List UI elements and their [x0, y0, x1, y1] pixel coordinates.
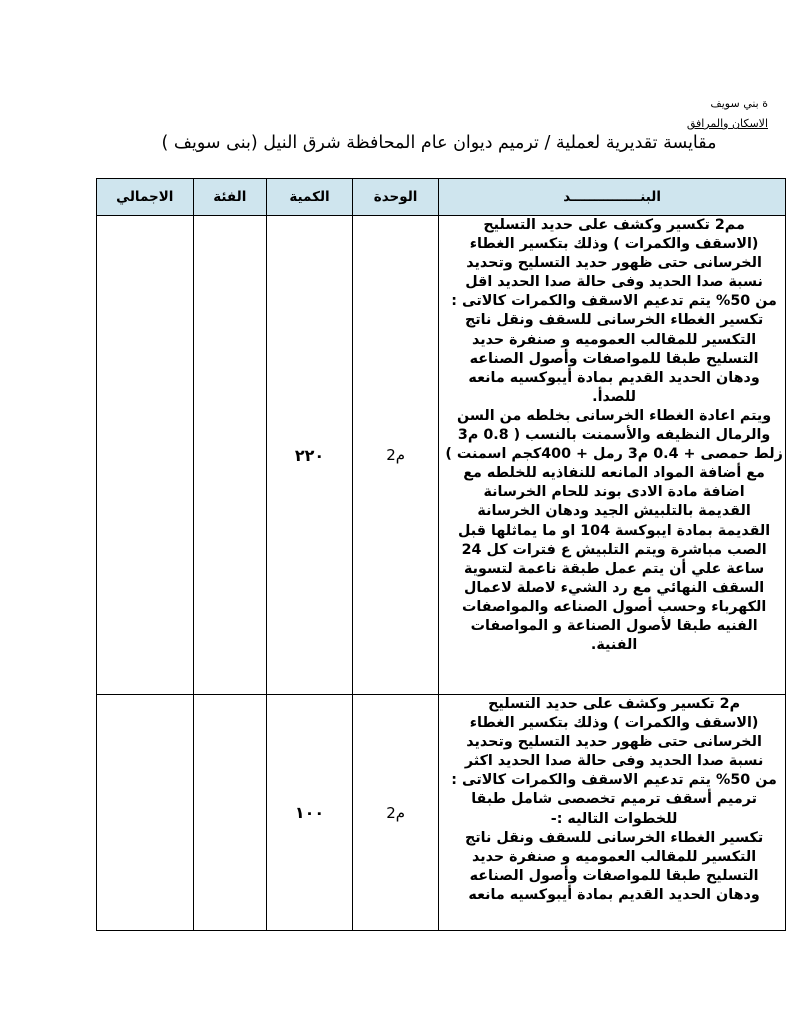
column-header-quantity: الكمية: [266, 179, 352, 216]
document-title: مقايسة تقديرية لعملية / ترميم ديوان عام المحافظة شرق النيل (بنى سويف ): [161, 133, 717, 153]
item-description-part2: ويتم اعادة الغطاء الخرسانى بخلطه من السن والرمال النظيفه والأسمنت بالنسب ( 0.8 م3 زلط حمصى + 0.4 م3 رمل + 400كجم اسمنت ) مع أضافة المواد المانعه للنفاذيه للخلطه مع اضافة مادة الادى بوند للحام الخرسانة القديمة بالتلبيش الجيد ودهان الخرسانة القديمة بمادة ايبوكسة 104 او ما يماثلها قبل الصب مباشرة ويتم التلبيش ع فترات كل 24 ساعة علي أن يتم عمل طبقة ناعمة لتسوية السقف النهائي مع رد الشيء لاصلة لاعمال الكهرباء وحسب أصول الصناعه والمواصفات الفنيه طبقا لأصول الصناعة و المواصفات الفنية.: [445, 407, 783, 654]
item-description-cell: [439, 216, 786, 695]
table-row: [97, 216, 786, 695]
estimate-table: [96, 178, 786, 931]
quantity-cell: ٢٢٠: [266, 216, 352, 695]
table-row: [97, 695, 786, 931]
price-cell: [193, 216, 266, 695]
header-governorate: ة بني سويف: [710, 97, 768, 110]
unit-cell: م2: [353, 216, 439, 695]
column-header-total: الاجمالي: [97, 179, 194, 216]
price-cell: [193, 695, 266, 931]
column-header-item: البنـــــــــــــــد: [439, 179, 786, 216]
item-description-part1: مم2 تكسير وكشف على حديد التسليح (الاسقف والكمرات ) وذلك بتكسير الغطاء الخرسانى حتى ظهور حديد التسليح وتحديد نسبة صدا الحديد وفى حالة صدا الحديد اقل من 50% يتم تدعيم الاسقف والكمرات كالاتى : تكسير الغطاء الخرسانى للسقف ونقل ناتج التكسير للمقالب العموميه و صنفرة حديد التسليح طبقا للمواصفات وأصول الصناعه ودهان الحديد القديم بمادة أيبوكسيه مانعه للصدأ.: [451, 217, 777, 405]
column-header-price: الفئة: [193, 179, 266, 216]
column-header-unit: الوحدة: [353, 179, 439, 216]
item-description-cell: [439, 695, 786, 931]
header-department: الاسكان والمرافق: [686, 117, 768, 130]
total-cell: [97, 216, 194, 695]
total-cell: [97, 695, 194, 931]
table-header-row: [97, 179, 786, 216]
unit-cell: م2: [353, 695, 439, 931]
quantity-cell: ١٠٠: [266, 695, 352, 931]
item-description-part1: م2 تكسير وكشف على حديد التسليح (الاسقف والكمرات ) وذلك بتكسير الغطاء الخرسانى حتى ظهور حديد التسليح وتحديد نسبة صدا الحديد وفى حالة صدا الحديد اكثر من 50% يتم تدعيم الاسقف والكمرات كالاتى : ترميم أسقف ترميم تخصصى شامل طبقا للخطوات التاليه :- تكسير الغطاء الخرسانى للسقف ونقل ناتج التكسير للمقالب العموميه و صنفرة حديد التسليح طبقا للمواصفات وأصول الصناعه ودهان الحديد القديم بمادة أيبوكسيه مانعه: [451, 696, 777, 903]
